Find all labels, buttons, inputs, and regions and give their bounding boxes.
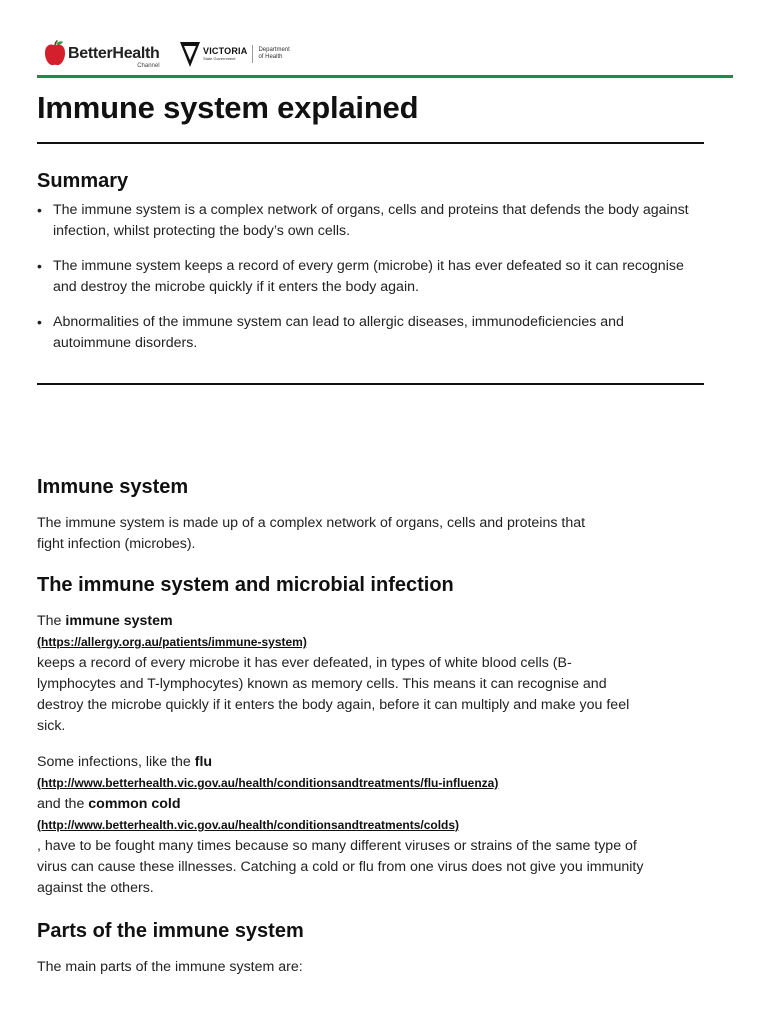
- text-mid: and the: [37, 796, 85, 812]
- summary-heading: Summary: [37, 170, 129, 192]
- apple-icon: [44, 40, 66, 66]
- paragraph-text: , have to be fought many times because so many different viruses or strains of the same type of virus can cause these illnesses. Catching a cold or flu from one virus does not give you immunity against the others.: [37, 838, 644, 896]
- victoria-map-icon: [180, 40, 200, 68]
- department-label: [258, 47, 289, 61]
- microbial-paragraph-2: [37, 752, 647, 899]
- list-item: • The immune system keeps a record of every germ (microbe) it has ever defeated so it can recognise and destroy the microbe quickly if it enters the body again.: [37, 256, 704, 298]
- victoria-government-logo[interactable]: [180, 40, 290, 68]
- better-health-logo[interactable]: [44, 40, 160, 69]
- paragraph-text: keeps a record of every microbe it has ever defeated, in types of white blood cells (B-lymphocytes and T-lymphocytes) known as memory cells. This means it can recognise and destroy the microbe quickly if it enters the body again, before it can multiply and make you feel sick.: [37, 655, 630, 734]
- list-item: • The immune system is a complex network of organs, cells and proteins that defends the body against infection, whilst protecting the body’s own cells.: [37, 200, 704, 242]
- microbial-paragraph-1: [37, 611, 637, 737]
- brand-sub: Channel: [137, 63, 160, 69]
- page-header: [37, 0, 733, 78]
- department-line-1: Department: [258, 47, 290, 53]
- flu-link[interactable]: (http://www.betterhealth.vic.gov.au/health/conditionsandtreatments/flu-influenza): [37, 776, 499, 790]
- microbial-infection-heading: The immune system and microbial infection: [37, 574, 454, 596]
- text-prefix: The: [37, 613, 62, 629]
- page-title: Immune system explained: [37, 90, 419, 125]
- logo-divider: [252, 45, 253, 63]
- text-prefix: Some infections, like the: [37, 754, 191, 770]
- parts-heading: Parts of the immune system: [37, 920, 304, 942]
- summary-divider: [37, 383, 704, 385]
- term-flu: flu: [194, 754, 213, 770]
- brand-name: BetterHealth: [68, 45, 160, 62]
- victoria-name: VICTORIA: [203, 46, 248, 56]
- department-line-2: of Health: [258, 54, 283, 60]
- list-item: • Abnormalities of the immune system can lead to allergic diseases, immunodeficiencies and autoimmune disorders.: [37, 312, 704, 354]
- term-common-cold: common cold: [88, 796, 181, 812]
- term-immune-system: immune system: [65, 613, 173, 629]
- document-page: [37, 0, 733, 975]
- parts-text: The main parts of the immune system are:: [37, 959, 303, 975]
- summary-list: [37, 200, 704, 368]
- header-accent-rule: [37, 75, 733, 78]
- colds-link[interactable]: (http://www.betterhealth.vic.gov.au/health/conditionsandtreatments/colds): [37, 818, 460, 832]
- title-divider: [37, 142, 704, 144]
- victoria-sub: State Government: [203, 56, 236, 61]
- immune-system-text: The immune system is made up of a complex network of organs, cells and proteins that fight infection (microbes).: [37, 515, 586, 552]
- immune-system-heading: Immune system: [37, 476, 189, 498]
- immune-system-link[interactable]: (https://allergy.org.au/patients/immune-system): [37, 635, 307, 649]
